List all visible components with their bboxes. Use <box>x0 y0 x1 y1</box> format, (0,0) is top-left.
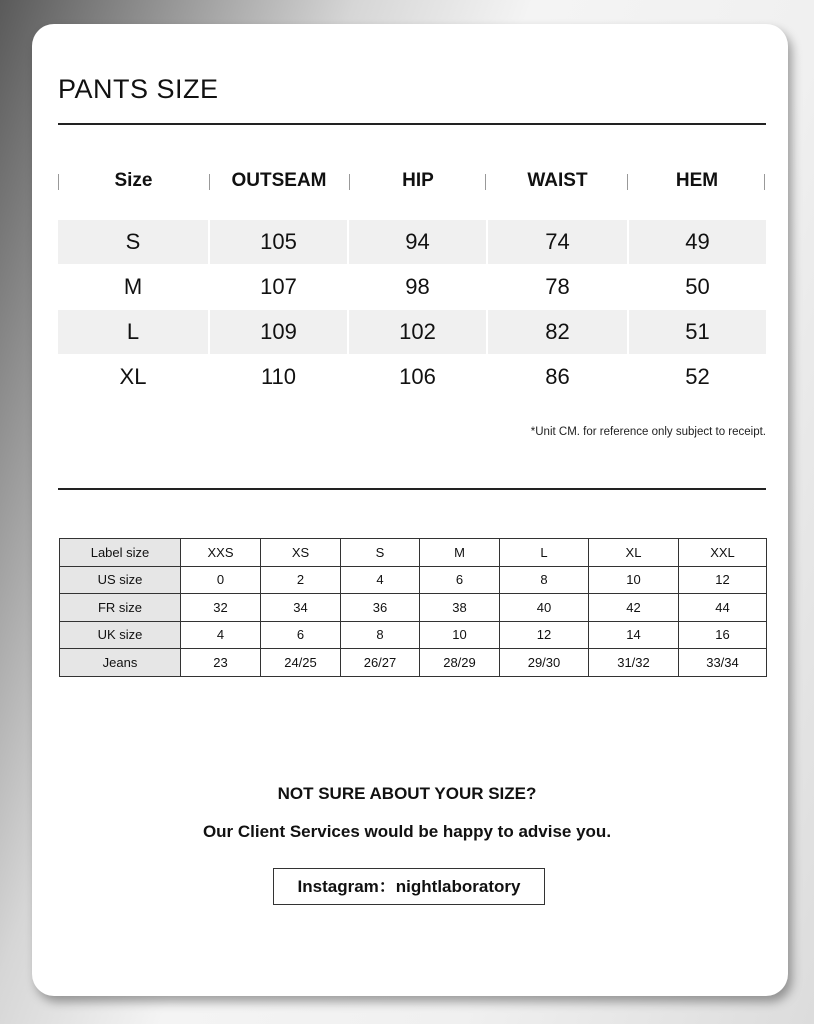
table-cell: 42 <box>589 594 679 622</box>
table-cell: L <box>500 539 589 567</box>
waist-cell: 82 <box>488 310 627 354</box>
table-cell: 16 <box>679 621 767 649</box>
hem-cell: 50 <box>685 274 710 299</box>
page-title: PANTS SIZE <box>58 74 219 104</box>
table-cell: 10 <box>589 566 679 594</box>
table-cell: 29/30 <box>500 649 589 677</box>
table-cell: 10 <box>420 621 500 649</box>
table-cell: 6 <box>261 621 341 649</box>
hem-cell: 49 <box>629 220 766 264</box>
outseam-cell: 105 <box>210 220 347 264</box>
table-cell: 24/25 <box>261 649 341 677</box>
size-cell: L <box>58 310 208 354</box>
header-separator <box>485 174 486 190</box>
header-hip: HIP <box>402 170 434 191</box>
waist-cell: 86 <box>545 364 570 389</box>
outseam-cell: 107 <box>260 274 297 299</box>
table-cell: 8 <box>341 621 420 649</box>
table-cell: 8 <box>500 566 589 594</box>
size-conversion-table <box>59 538 767 677</box>
divider-top <box>58 123 766 125</box>
table-cell: M <box>420 539 500 567</box>
table-cell: 34 <box>261 594 341 622</box>
divider-middle <box>58 488 766 490</box>
header-outseam: OUTSEAM <box>231 170 327 191</box>
table-cell: XL <box>589 539 679 567</box>
table-cell: 6 <box>420 566 500 594</box>
header-waist: WAIST <box>527 170 588 191</box>
table-cell: 38 <box>420 594 500 622</box>
hem-cell: 51 <box>629 310 766 354</box>
table-row <box>60 649 767 677</box>
help-question: NOT SURE ABOUT YOUR SIZE? <box>277 784 537 803</box>
hip-cell: 106 <box>399 364 436 389</box>
table-row <box>58 310 766 355</box>
table-row <box>60 594 767 622</box>
table-cell: 12 <box>500 621 589 649</box>
unit-note: *Unit CM. for reference only subject to receipt. <box>530 426 766 438</box>
table-cell: XS <box>261 539 341 567</box>
table-cell: 23 <box>181 649 261 677</box>
waist-cell: 78 <box>545 274 570 299</box>
outseam-cell: 109 <box>210 310 347 354</box>
table-row <box>58 220 766 265</box>
table-row <box>60 621 767 649</box>
table-cell: 4 <box>341 566 420 594</box>
hip-cell: 98 <box>405 274 430 299</box>
table-cell: 14 <box>589 621 679 649</box>
hip-cell: 94 <box>349 220 486 264</box>
help-message: Our Client Services would be happy to advise you. <box>202 822 612 841</box>
table-cell: 36 <box>341 594 420 622</box>
instagram-box: Instagram：nightlaboratory <box>273 868 545 905</box>
header-separator <box>764 174 765 190</box>
table-cell: 26/27 <box>341 649 420 677</box>
hip-cell: 102 <box>349 310 486 354</box>
size-cell: XL <box>119 364 147 389</box>
outseam-cell: 110 <box>260 364 297 389</box>
row-label-cell: FR size <box>60 594 181 622</box>
hem-cell: 52 <box>685 364 710 389</box>
row-label-cell: Label size <box>60 539 181 567</box>
waist-cell: 74 <box>488 220 627 264</box>
table-cell: 44 <box>679 594 767 622</box>
table-cell: 32 <box>181 594 261 622</box>
row-label-cell: Jeans <box>60 649 181 677</box>
table-row <box>58 265 766 310</box>
table-cell: 0 <box>181 566 261 594</box>
row-label-cell: UK size <box>60 621 181 649</box>
header-hem: HEM <box>675 170 719 191</box>
table-cell: XXL <box>679 539 767 567</box>
table-row <box>58 355 766 400</box>
table-cell: 28/29 <box>420 649 500 677</box>
table-cell: 4 <box>181 621 261 649</box>
size-cell: M <box>123 274 143 299</box>
table-cell: 12 <box>679 566 767 594</box>
size-chart-body <box>58 220 766 400</box>
header-size: Size <box>114 170 153 191</box>
table-row <box>60 539 767 567</box>
table-row <box>60 566 767 594</box>
table-cell: 40 <box>500 594 589 622</box>
table-cell: 33/34 <box>679 649 767 677</box>
table-cell: 31/32 <box>589 649 679 677</box>
table-cell: S <box>341 539 420 567</box>
size-cell: S <box>58 220 208 264</box>
row-label-cell: US size <box>60 566 181 594</box>
table-cell: XXS <box>181 539 261 567</box>
table-cell: 2 <box>261 566 341 594</box>
size-chart-header <box>58 166 766 196</box>
